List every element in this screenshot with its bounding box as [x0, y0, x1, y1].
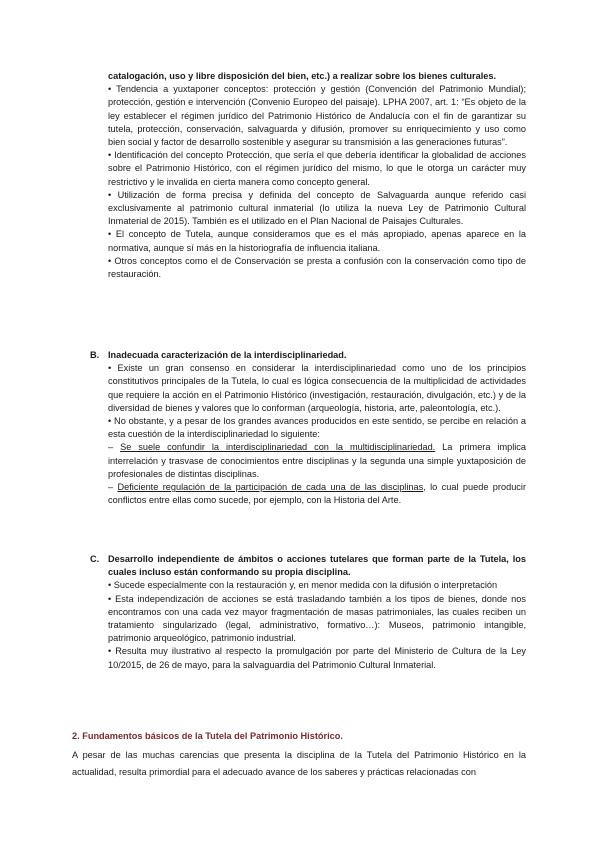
dash-text: , lo cual puede producir conflictos entre ellas como sucede, por ejemplo, con la Historia del Arte. — [108, 482, 526, 506]
section-heading: Inadecuada caracterización de la interdisciplinariedad. — [108, 350, 347, 360]
bullet-paragraph: • Sucede especialmente con la restauración y, en menor medida con la difusión o interpretación — [108, 580, 498, 591]
bullet-paragraph: • Resulta muy ilustrativo al respecto la promulgación por parte del Ministerio de Cultura de la Ley 10/2015, de 26 de mayo, para la salvaguardia del Patrimonio Cultural Inmaterial. — [108, 646, 526, 670]
dash-prefix: – — [108, 442, 121, 453]
section-heading: Desarrollo independiente de ámbitos o acciones tutelares que forman parte de la Tutela, los cuales incluso están conformando su propia disciplina. — [108, 554, 526, 578]
section-body — [108, 579, 526, 671]
section-letter: C. — [90, 554, 100, 564]
bullet-paragraph: • No obstante, y a pesar de los grandes avances producidos en este sentido, se percibe en relación a esta cuestión de la interdisciplinariedad lo siguiente: — [108, 416, 526, 440]
section-2 — [72, 728, 526, 781]
underlined-text: Se suele confundir la interdisciplinariedad con la multidisciplinariedad. — [120, 442, 436, 453]
dash-item — [108, 481, 526, 507]
underlined-text: Deficiente regulación de la participación de cada una de las disciplinas — [117, 482, 424, 493]
section-b — [90, 349, 526, 507]
bullet-paragraph: • Tendencia a yuxtaponer conceptos: protección y gestión (Convención del Patrimonio Mundial); protección, gestión e intervención (Convenio Europeo del paisaje). LPHA 2007, art. 1: “Es objeto de la ley establecer el régimen jurídico del Patrimonio Histórico de Andalucía con el fin de garantizar su tutela, protección, conservación, salvaguarda y difusión, promover su enriquecimiento y uso como bien social y factor de desarrollo sostenible y asegurar su transmisión a las generaciones futuras”. — [108, 84, 526, 148]
section-letter: B. — [90, 350, 100, 360]
section-c — [90, 553, 526, 672]
section-title: 2. Fundamentos básicos de la Tutela del Patrimonio Histórico. — [72, 731, 343, 741]
dash-item — [108, 441, 526, 481]
section-body — [108, 362, 526, 507]
bullet-paragraph: • Existe un gran consenso en considerar la interdisciplinariedad como uno de los principios constitutivos principales de la Tutela, lo cual es lógica consecuencia de la multiplicidad de actividades que requiere la acción en el Patrimonio Histórico (investigación, restauración, divulgación, etc.) y de la diversidad de bienes y valores que lo conforman (arqueología, historia, arte, paleontología, etc.). — [108, 363, 526, 413]
bullet-paragraph: • El concepto de Tutela, aunque consideramos que es el más apropiado, apenas aparece en la normativa, aunque sí más en la historiografía de influencia italiana. — [108, 229, 526, 253]
bullet-paragraph: • Utilización de forma precisa y definida del concepto de Salvaguarda aunque referido casi exclusivamente al patrimonio cultural inmaterial (lo utiliza la nueva Ley de Patrimonio Cultural Inmaterial de 2015). También es el utilizado en el Plan Nacional de Paisajes Culturales. — [108, 189, 526, 227]
heading-continuation: catalogación, uso y libre disposición del bien, etc.) a realizar sobre los bienes culturales. — [108, 71, 497, 81]
body-paragraph: A pesar de las muchas carencias que presenta la disciplina de la Tutela del Patrimonio Histórico en la actualidad, resulta primordial para el adecuado avance de los saberes y prácticas relacionadas con — [72, 750, 526, 777]
bullet-paragraph: • Otros conceptos como el de Conservación se presta a confusión con la conservación como tipo de restauración. — [108, 255, 526, 280]
dash-text: La primera implica interrelación y trasvase de conocimientos entre disciplinas y la segunda una simple yuxtaposición de profesionales de distintas disciplinas. — [108, 442, 527, 479]
bullet-paragraph: • Esta independización de acciones se está trasladando también a los tipos de bienes, donde nos encontramos con una cada vez mayor fragmentación de masas patrimoniales, las cuales reciben un tratamiento singularizado (legal, administrativo, formativo…): Museos, patrimonio intangible, patrimonio arqueológico, patrimonio industrial. — [108, 593, 526, 644]
dash-prefix: – — [108, 482, 118, 493]
bullet-paragraph: • Identificación del concepto Protección, que sería el que debería identificar la globalidad de acciones sobre el Patrimonio Histórico, con el régimen jurídico del mismo, lo que le otorga un carácter muy restrictivo y le invalida en cierta manera como concepto general. — [108, 150, 526, 187]
intro-block — [108, 70, 526, 281]
